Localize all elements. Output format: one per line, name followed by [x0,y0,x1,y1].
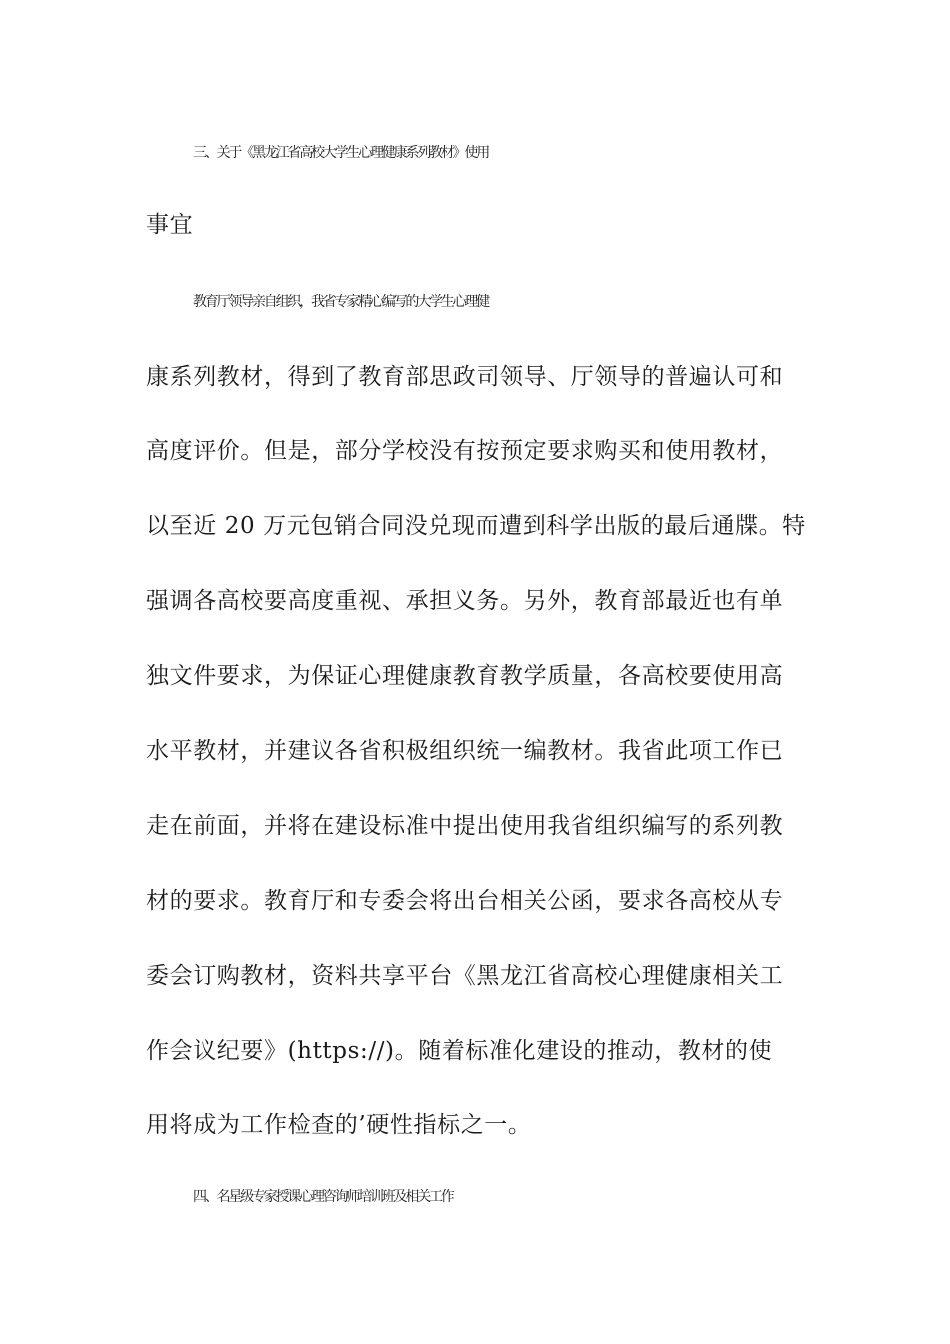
paragraph-line: 作会议纪要》(https://)。随着标准化建设的推动，教材的使 [146,1038,773,1064]
paragraph-line: 强调各高校要高度重视、承担义务。另外，教育部最近也有单 [146,588,784,614]
paragraph-line: 委会订购教材，资料共享平台《黑龙江省高校心理健康相关工 [146,963,784,989]
paragraph-line: 高度评价。但是，部分学校没有按预定要求购买和使用教材， [146,438,784,464]
section-four-heading: 四、名星级专家授课心理咨询师培训班及相关工作 [193,1189,453,1205]
paragraph-line: 材的要求。教育厅和专委会将出台相关公函，要求各高校从专 [146,888,784,914]
paragraph-line: 康系列教材，得到了教育部思政司领导、厅领导的普遍认可和 [146,364,784,390]
paragraph-line: 以至近 20 万元包销合同没兑现而遭到科学出版的最后通牒。特 [146,513,806,539]
paragraph-line: 用将成为工作检查的’硬性指标之一。 [146,1112,532,1138]
section-three-heading-continued: 事宜 [146,212,194,238]
paragraph-line: 教育厅领导亲自组织，我省专家精心编写的大学生心理健 [193,294,488,310]
paragraph-line: 走在前面，并将在建设标准中提出使用我省组织编写的系列教 [146,813,784,839]
paragraph-line: 独文件要求，为保证心理健康教育教学质量，各高校要使用高 [146,663,784,689]
paragraph-line: 水平教材，并建议各省积极组织统一编教材。我省此项工作已 [146,738,784,764]
section-three-heading: 三、关于《黑龙江省高校大学生心理健康系列教材》使用 [193,145,488,161]
